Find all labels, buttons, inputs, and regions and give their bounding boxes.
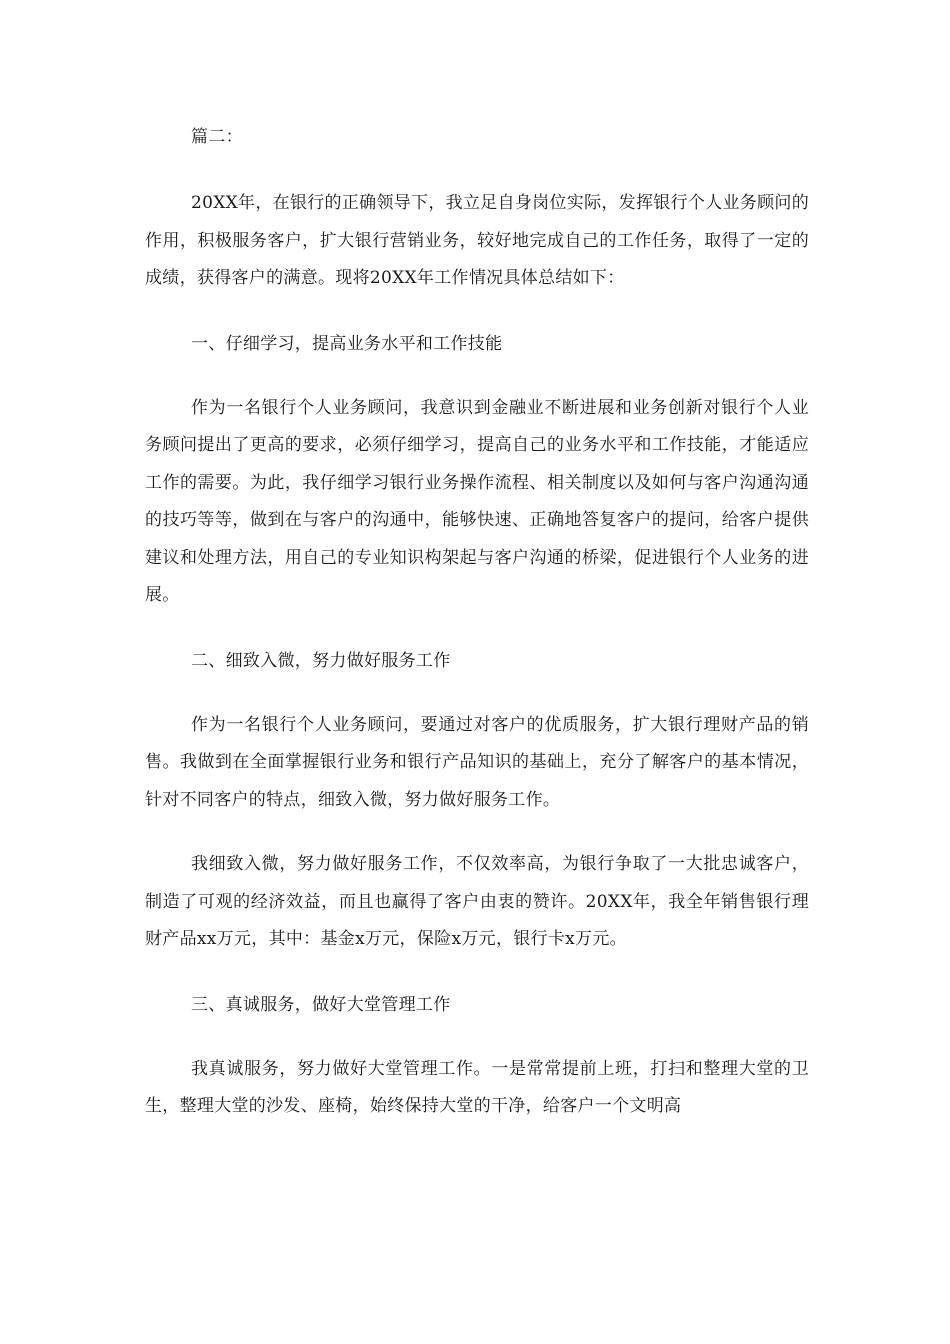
section-3-heading: 三、真诚服务，做好大堂管理工作 [191,994,451,1015]
section-2-paragraph-1: 作为一名银行个人业务顾问，要通过对客户的优质服务，扩大银行理财产品的销售。我做到在全面掌握银行业务和银行产品知识的基础上，充分了解客户的基本情况，针对不同客户的特点，细致入微，努力做好服务工作。 [145,714,809,810]
section-2-heading: 二、细致入微，努力做好服务工作 [191,650,451,671]
section-2-paragraph-2: 我细致入微，努力做好服务工作，不仅效率高，为银行争取了一大批忠诚客户，制造了可观的经济效益，而且也赢得了客户由衷的赞许。20XX年，我全年销售银行理财产品xx万元，其中：基金x万元，保险x万元，银行卡x万元。 [145,854,809,949]
section-3-paragraph: 我真诚服务，努力做好大堂管理工作。一是常常提前上班，打扫和整理大堂的卫生，整理大堂的沙发、座椅，始终保持大堂的干净，给客户一个文明高 [145,1058,809,1116]
section-1-paragraph: 作为一名银行个人业务顾问，我意识到金融业不断进展和业务创新对银行个人业务顾问提出了更高的要求，必须仔细学习，提高自己的业务水平和工作技能，才能适应工作的需要。为此，我仔细学习银行业务操作流程、相关制度以及如何与客户沟通沟通的技巧等等，做到在与客户的沟通中，能够快速、正确地答复客户的提问，给客户提供建议和处理方法，用自己的专业知识构架起与客户沟通的桥梁，促进银行个人业务的进展。 [145,397,809,605]
part-title: 篇二： [191,127,243,147]
document-page [145,118,809,1126]
section-1-heading: 一、仔细学习，提高业务水平和工作技能 [191,333,503,354]
intro-paragraph: 20XX年，在银行的正确领导下，我立足自身岗位实际，发挥银行个人业务顾问的作用，积极服务客户，扩大银行营销业务，较好地完成自己的工作任务，取得了一定的成绩，获得客户的满意。现将20XX年工作情况具体总结如下： [145,193,809,288]
